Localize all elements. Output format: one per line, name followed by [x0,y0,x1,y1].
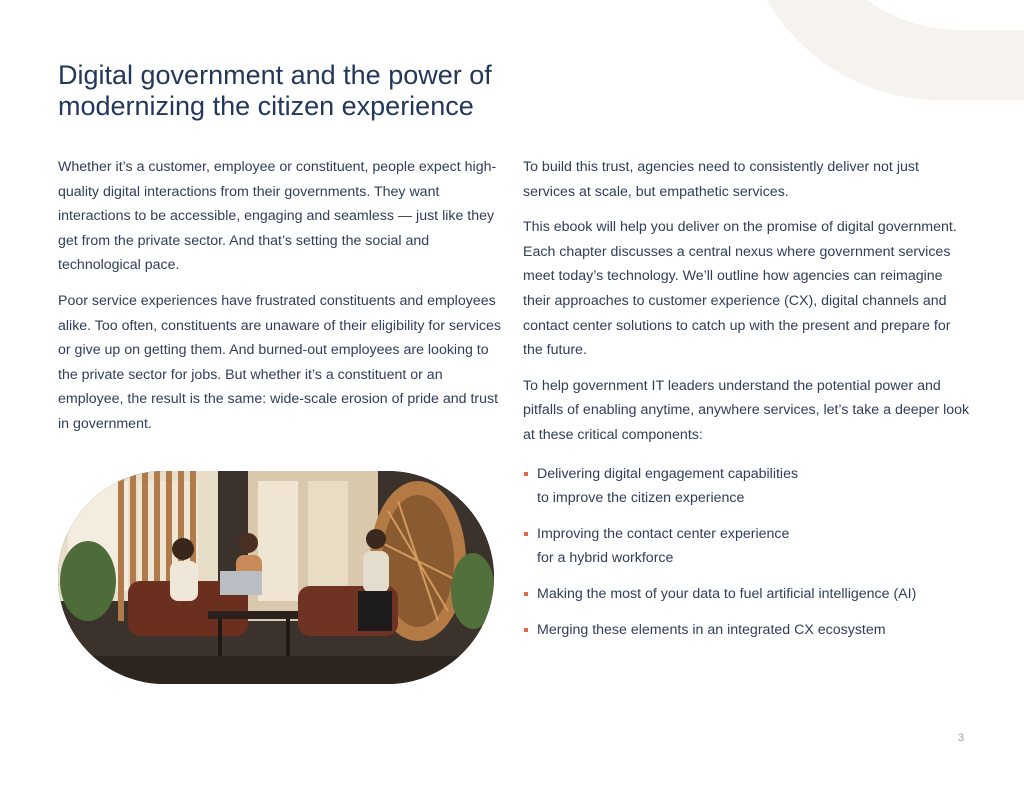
photo-illustration [58,471,494,684]
right-paragraph-2: This ebook will help you deliver on the promise of digital government. Each chapter discusses a central nexus where government services meet today’s technology. We’ll outline how agencies can reimagine their approaches to customer experience (CX), digital channels and contact center solutions to catch up with the present and prepare for the future. [523,219,957,359]
bullet-square-icon [524,592,528,596]
list-item [523,522,973,571]
right-paragraph-1: To build this trust, agencies need to consistently deliver not just services at scale, but empathetic services. [523,159,919,200]
component-list [523,462,973,643]
bullet-square-icon [524,472,528,476]
left-paragraph-1: Whether it’s a customer, employee or constituent, people expect high-quality digital interactions from their governments. They want interactions to be accessible, engaging and seamless — just like they get from the private sector. And that’s setting the social and technological pace. [58,159,497,274]
page-number: 3 [958,732,965,744]
bullet-square-icon [524,628,528,632]
list-item [523,582,973,607]
list-item-line-1: Making the most of your data to fuel artificial intelligence (AI) [537,585,917,602]
right-paragraph-3: To help government IT leaders understand the potential power and pitfalls of enabling anytime, anywhere services, let’s take a deeper look at these critical components: [523,377,970,443]
page-title [58,60,578,122]
list-item-line-1: Merging these elements in an integrated CX ecosystem [537,621,886,638]
right-column [523,155,973,653]
decorative-arc [740,0,1024,100]
list-item-line-1: Delivering digital engagement capabilities [537,465,799,482]
left-column [58,155,504,448]
list-item-line-2: to improve the citizen experience [537,490,745,507]
list-item [523,618,973,643]
bullet-square-icon [524,532,528,536]
title-line-2: modernizing the citizen experience [58,91,474,121]
list-item [523,462,973,511]
office-meeting-photo [58,471,494,684]
left-paragraph-2: Poor service experiences have frustrated constituents and employees alike. Too often, constituents are unaware of their eligibility for services or give up on getting them. And burned-out employees are looking to the private sector for jobs. But whether it’s a constituent or an employee, the result is the same: wide-scale erosion of pride and trust in government. [58,292,501,432]
list-item-line-2: for a hybrid workforce [537,550,674,567]
title-line-1: Digital government and the power of [58,60,492,90]
list-item-line-1: Improving the contact center experience [537,525,790,542]
